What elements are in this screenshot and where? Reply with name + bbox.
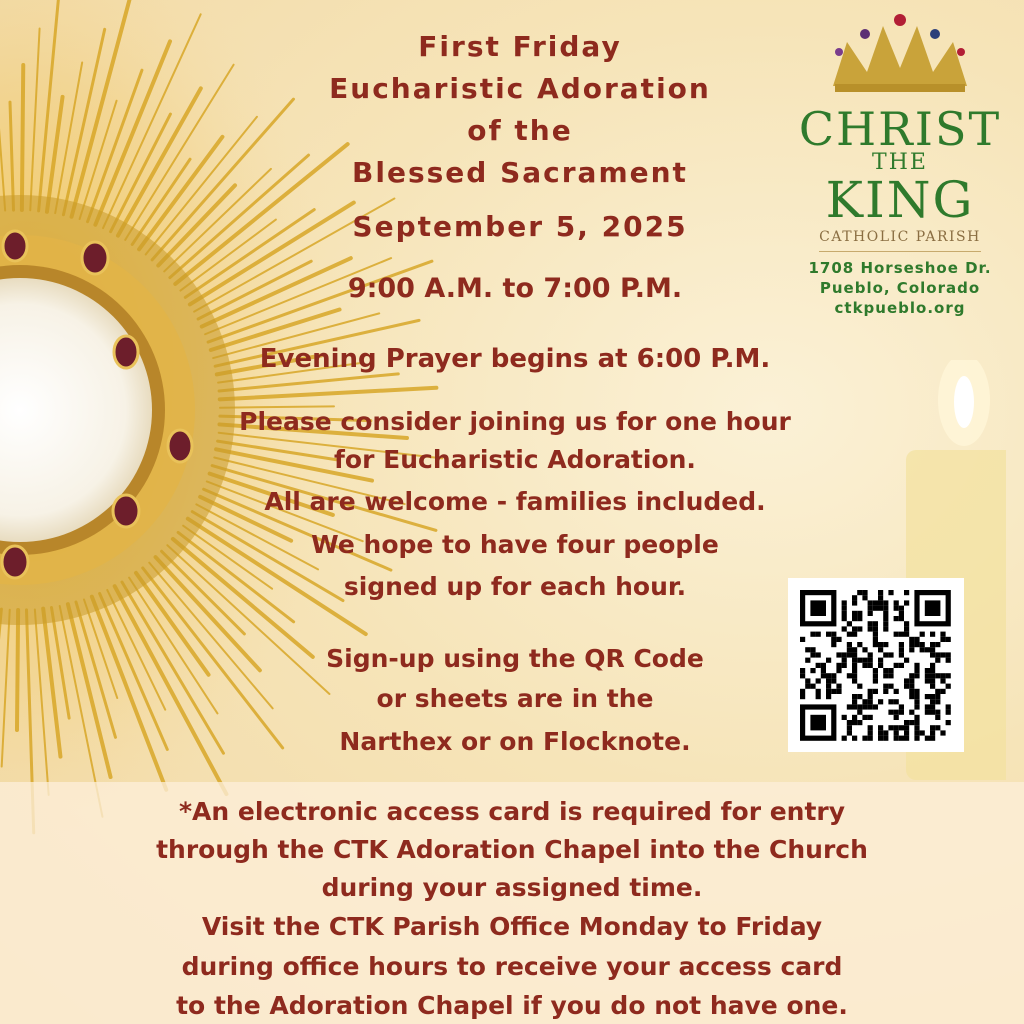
parish-name-king: KING <box>825 171 975 229</box>
parish-city: Pueblo, Colorado <box>819 279 981 297</box>
signup-line-1: Sign-up using the QR Code <box>326 644 704 673</box>
parish-address: 1708 Horseshoe Dr. <box>808 259 992 277</box>
access-note-line-2: through the CTK Adoration Chapel into the Church <box>156 835 868 864</box>
event-title-line-3: of the <box>467 114 573 147</box>
event-time: 9:00 A.M. to 7:00 P.M. <box>347 273 683 304</box>
invitation-line-4: We hope to have four people <box>311 530 719 559</box>
access-note-line-6: to the Adoration Chapel if you do not have one. <box>176 991 848 1020</box>
parish-website[interactable]: ctkpueblo.org <box>834 299 966 317</box>
parish-name-christ: CHRIST <box>798 102 1002 156</box>
qr-code-icon[interactable] <box>788 578 964 752</box>
invitation-line-1: Please consider joining us for one hour <box>239 407 791 436</box>
event-title-line-4: Blessed Sacrament <box>352 156 688 189</box>
signup-line-2: or sheets are in the <box>376 684 654 713</box>
invitation-line-3: All are welcome - families included. <box>264 487 766 516</box>
event-date: September 5, 2025 <box>352 210 688 243</box>
event-title-line-1: First Friday <box>418 30 622 63</box>
access-note-line-1: *An electronic access card is required for entry <box>178 797 846 826</box>
access-note-line-5: during office hours to receive your access card <box>181 952 843 981</box>
invitation-line-2: for Eucharistic Adoration. <box>334 445 696 474</box>
access-note-line-3: during your assigned time. <box>321 873 703 902</box>
invitation-line-5: signed up for each hour. <box>343 572 687 601</box>
crown-icon <box>825 12 975 96</box>
parish-logo <box>790 12 1010 318</box>
parish-subtitle: CATHOLIC PARISH <box>819 229 981 252</box>
parish-name-the: THE <box>872 150 928 175</box>
event-title-line-2: Eucharistic Adoration <box>329 72 711 105</box>
signup-line-3: Narthex or on Flocknote. <box>339 727 691 756</box>
access-note-line-4: Visit the CTK Parish Office Monday to Friday <box>201 912 823 941</box>
evening-prayer: Evening Prayer begins at 6:00 P.M. <box>259 344 771 374</box>
